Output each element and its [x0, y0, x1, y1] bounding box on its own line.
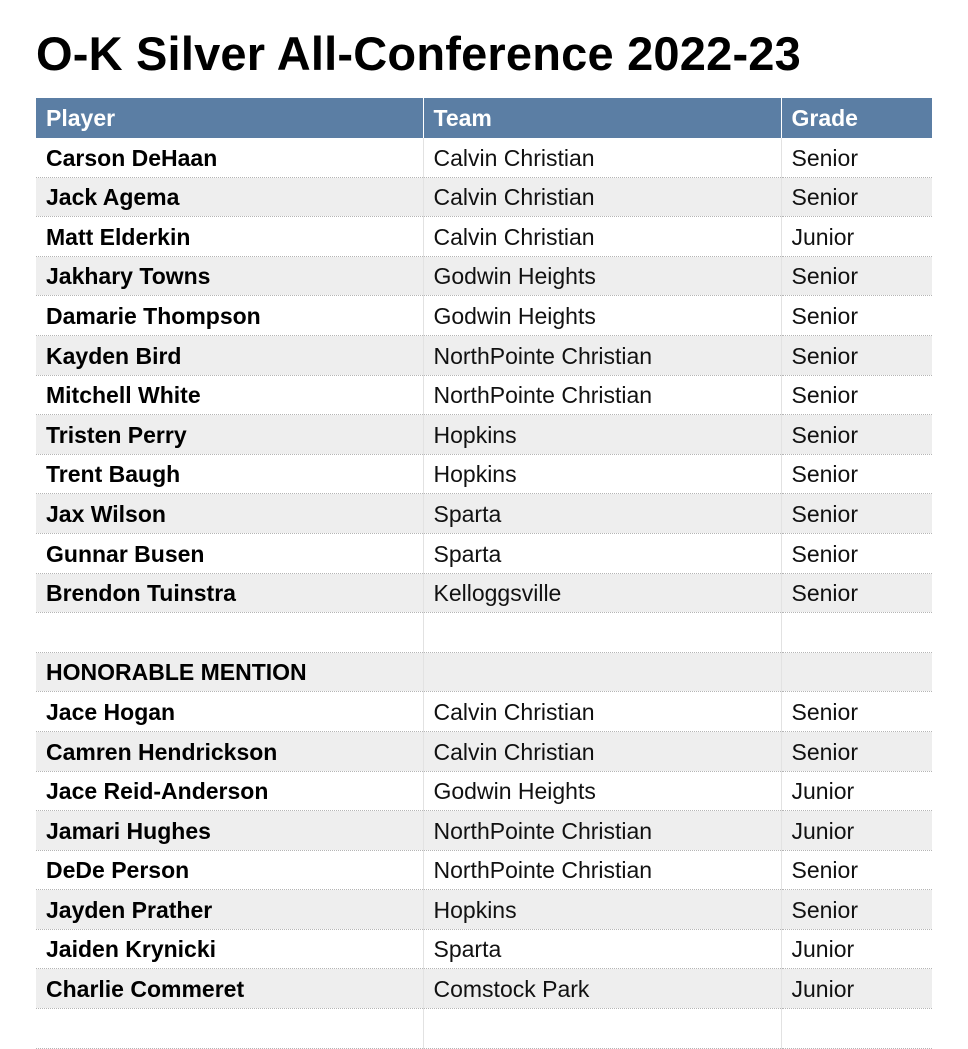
- team-cell: Calvin Christian: [423, 731, 781, 771]
- table-row: [36, 335, 932, 375]
- column-header-player: Player: [36, 98, 423, 138]
- table-row: [36, 217, 932, 257]
- table-row: [36, 731, 932, 771]
- grade-cell: Junior: [781, 969, 932, 1009]
- team-cell: Sparta: [423, 929, 781, 969]
- grade-cell: Junior: [781, 217, 932, 257]
- player-cell: Camren Hendrickson: [36, 731, 423, 771]
- player-cell: Mitchell White: [36, 375, 423, 415]
- grade-cell: Senior: [781, 573, 932, 613]
- table-body: [36, 138, 932, 1048]
- player-cell: [36, 613, 423, 653]
- team-cell: Sparta: [423, 494, 781, 534]
- grade-cell: Senior: [781, 138, 932, 177]
- team-cell: Hopkins: [423, 454, 781, 494]
- grade-cell: Senior: [781, 296, 932, 336]
- team-cell: Comstock Park: [423, 969, 781, 1009]
- grade-cell: Senior: [781, 335, 932, 375]
- player-cell: Jace Hogan: [36, 692, 423, 732]
- player-cell: Jamari Hughes: [36, 811, 423, 851]
- table-row: [36, 296, 932, 336]
- grade-cell: Senior: [781, 375, 932, 415]
- grade-cell: Junior: [781, 771, 932, 811]
- team-cell: [423, 652, 781, 692]
- table-row: [36, 811, 932, 851]
- team-cell: NorthPointe Christian: [423, 375, 781, 415]
- table-row: [36, 771, 932, 811]
- table-row: [36, 573, 932, 613]
- player-cell: Jack Agema: [36, 177, 423, 217]
- player-cell: Charlie Commeret: [36, 969, 423, 1009]
- table-row: [36, 533, 932, 573]
- team-cell: Calvin Christian: [423, 217, 781, 257]
- table-row: [36, 256, 932, 296]
- player-cell: DeDe Person: [36, 850, 423, 890]
- page-title: O-K Silver All-Conference 2022-23: [36, 27, 801, 80]
- player-cell: Jax Wilson: [36, 494, 423, 534]
- table-row: [36, 375, 932, 415]
- team-cell: Godwin Heights: [423, 771, 781, 811]
- team-cell: Hopkins: [423, 415, 781, 455]
- table-row: [36, 692, 932, 732]
- team-cell: Sparta: [423, 533, 781, 573]
- table-header-row: [36, 98, 932, 138]
- grade-cell: Senior: [781, 731, 932, 771]
- grade-cell: Senior: [781, 177, 932, 217]
- player-cell: Jace Reid-Anderson: [36, 771, 423, 811]
- grade-cell: Senior: [781, 454, 932, 494]
- team-cell: Hopkins: [423, 890, 781, 930]
- grade-cell: [781, 652, 932, 692]
- grade-cell: Senior: [781, 890, 932, 930]
- grade-cell: Senior: [781, 256, 932, 296]
- player-cell: Carson DeHaan: [36, 138, 423, 177]
- section-header-row: [36, 652, 932, 692]
- player-cell: Jakhary Towns: [36, 256, 423, 296]
- grade-cell: Junior: [781, 811, 932, 851]
- table-row: [36, 415, 932, 455]
- team-cell: Calvin Christian: [423, 692, 781, 732]
- grade-cell: [781, 613, 932, 653]
- team-cell: Calvin Christian: [423, 177, 781, 217]
- honorable-mention-heading: HONORABLE MENTION: [36, 652, 423, 692]
- grade-cell: [781, 1009, 932, 1049]
- table-row: [36, 138, 932, 177]
- column-header-grade: Grade: [781, 98, 932, 138]
- grade-cell: Senior: [781, 494, 932, 534]
- table-row: [36, 454, 932, 494]
- team-cell: NorthPointe Christian: [423, 811, 781, 851]
- grade-cell: Senior: [781, 415, 932, 455]
- player-cell: Matt Elderkin: [36, 217, 423, 257]
- team-cell: Kelloggsville: [423, 573, 781, 613]
- team-cell: [423, 1009, 781, 1049]
- player-cell: [36, 1009, 423, 1049]
- team-cell: NorthPointe Christian: [423, 850, 781, 890]
- player-cell: Trent Baugh: [36, 454, 423, 494]
- player-cell: Tristen Perry: [36, 415, 423, 455]
- team-cell: [423, 613, 781, 653]
- team-cell: Calvin Christian: [423, 138, 781, 177]
- grade-cell: Senior: [781, 533, 932, 573]
- table-row: [36, 890, 932, 930]
- player-cell: Damarie Thompson: [36, 296, 423, 336]
- table-row: [36, 494, 932, 534]
- table-row: [36, 929, 932, 969]
- player-cell: Kayden Bird: [36, 335, 423, 375]
- team-cell: NorthPointe Christian: [423, 335, 781, 375]
- table-row: [36, 850, 932, 890]
- spacer-row: [36, 613, 932, 653]
- team-cell: Godwin Heights: [423, 296, 781, 336]
- table-row: [36, 177, 932, 217]
- player-cell: Jayden Prather: [36, 890, 423, 930]
- team-cell: Godwin Heights: [423, 256, 781, 296]
- column-header-team: Team: [423, 98, 781, 138]
- table-row: [36, 969, 932, 1009]
- all-conference-table: [36, 98, 932, 1049]
- grade-cell: Junior: [781, 929, 932, 969]
- player-cell: Brendon Tuinstra: [36, 573, 423, 613]
- spacer-row: [36, 1009, 932, 1049]
- grade-cell: Senior: [781, 692, 932, 732]
- player-cell: Gunnar Busen: [36, 533, 423, 573]
- grade-cell: Senior: [781, 850, 932, 890]
- player-cell: Jaiden Krynicki: [36, 929, 423, 969]
